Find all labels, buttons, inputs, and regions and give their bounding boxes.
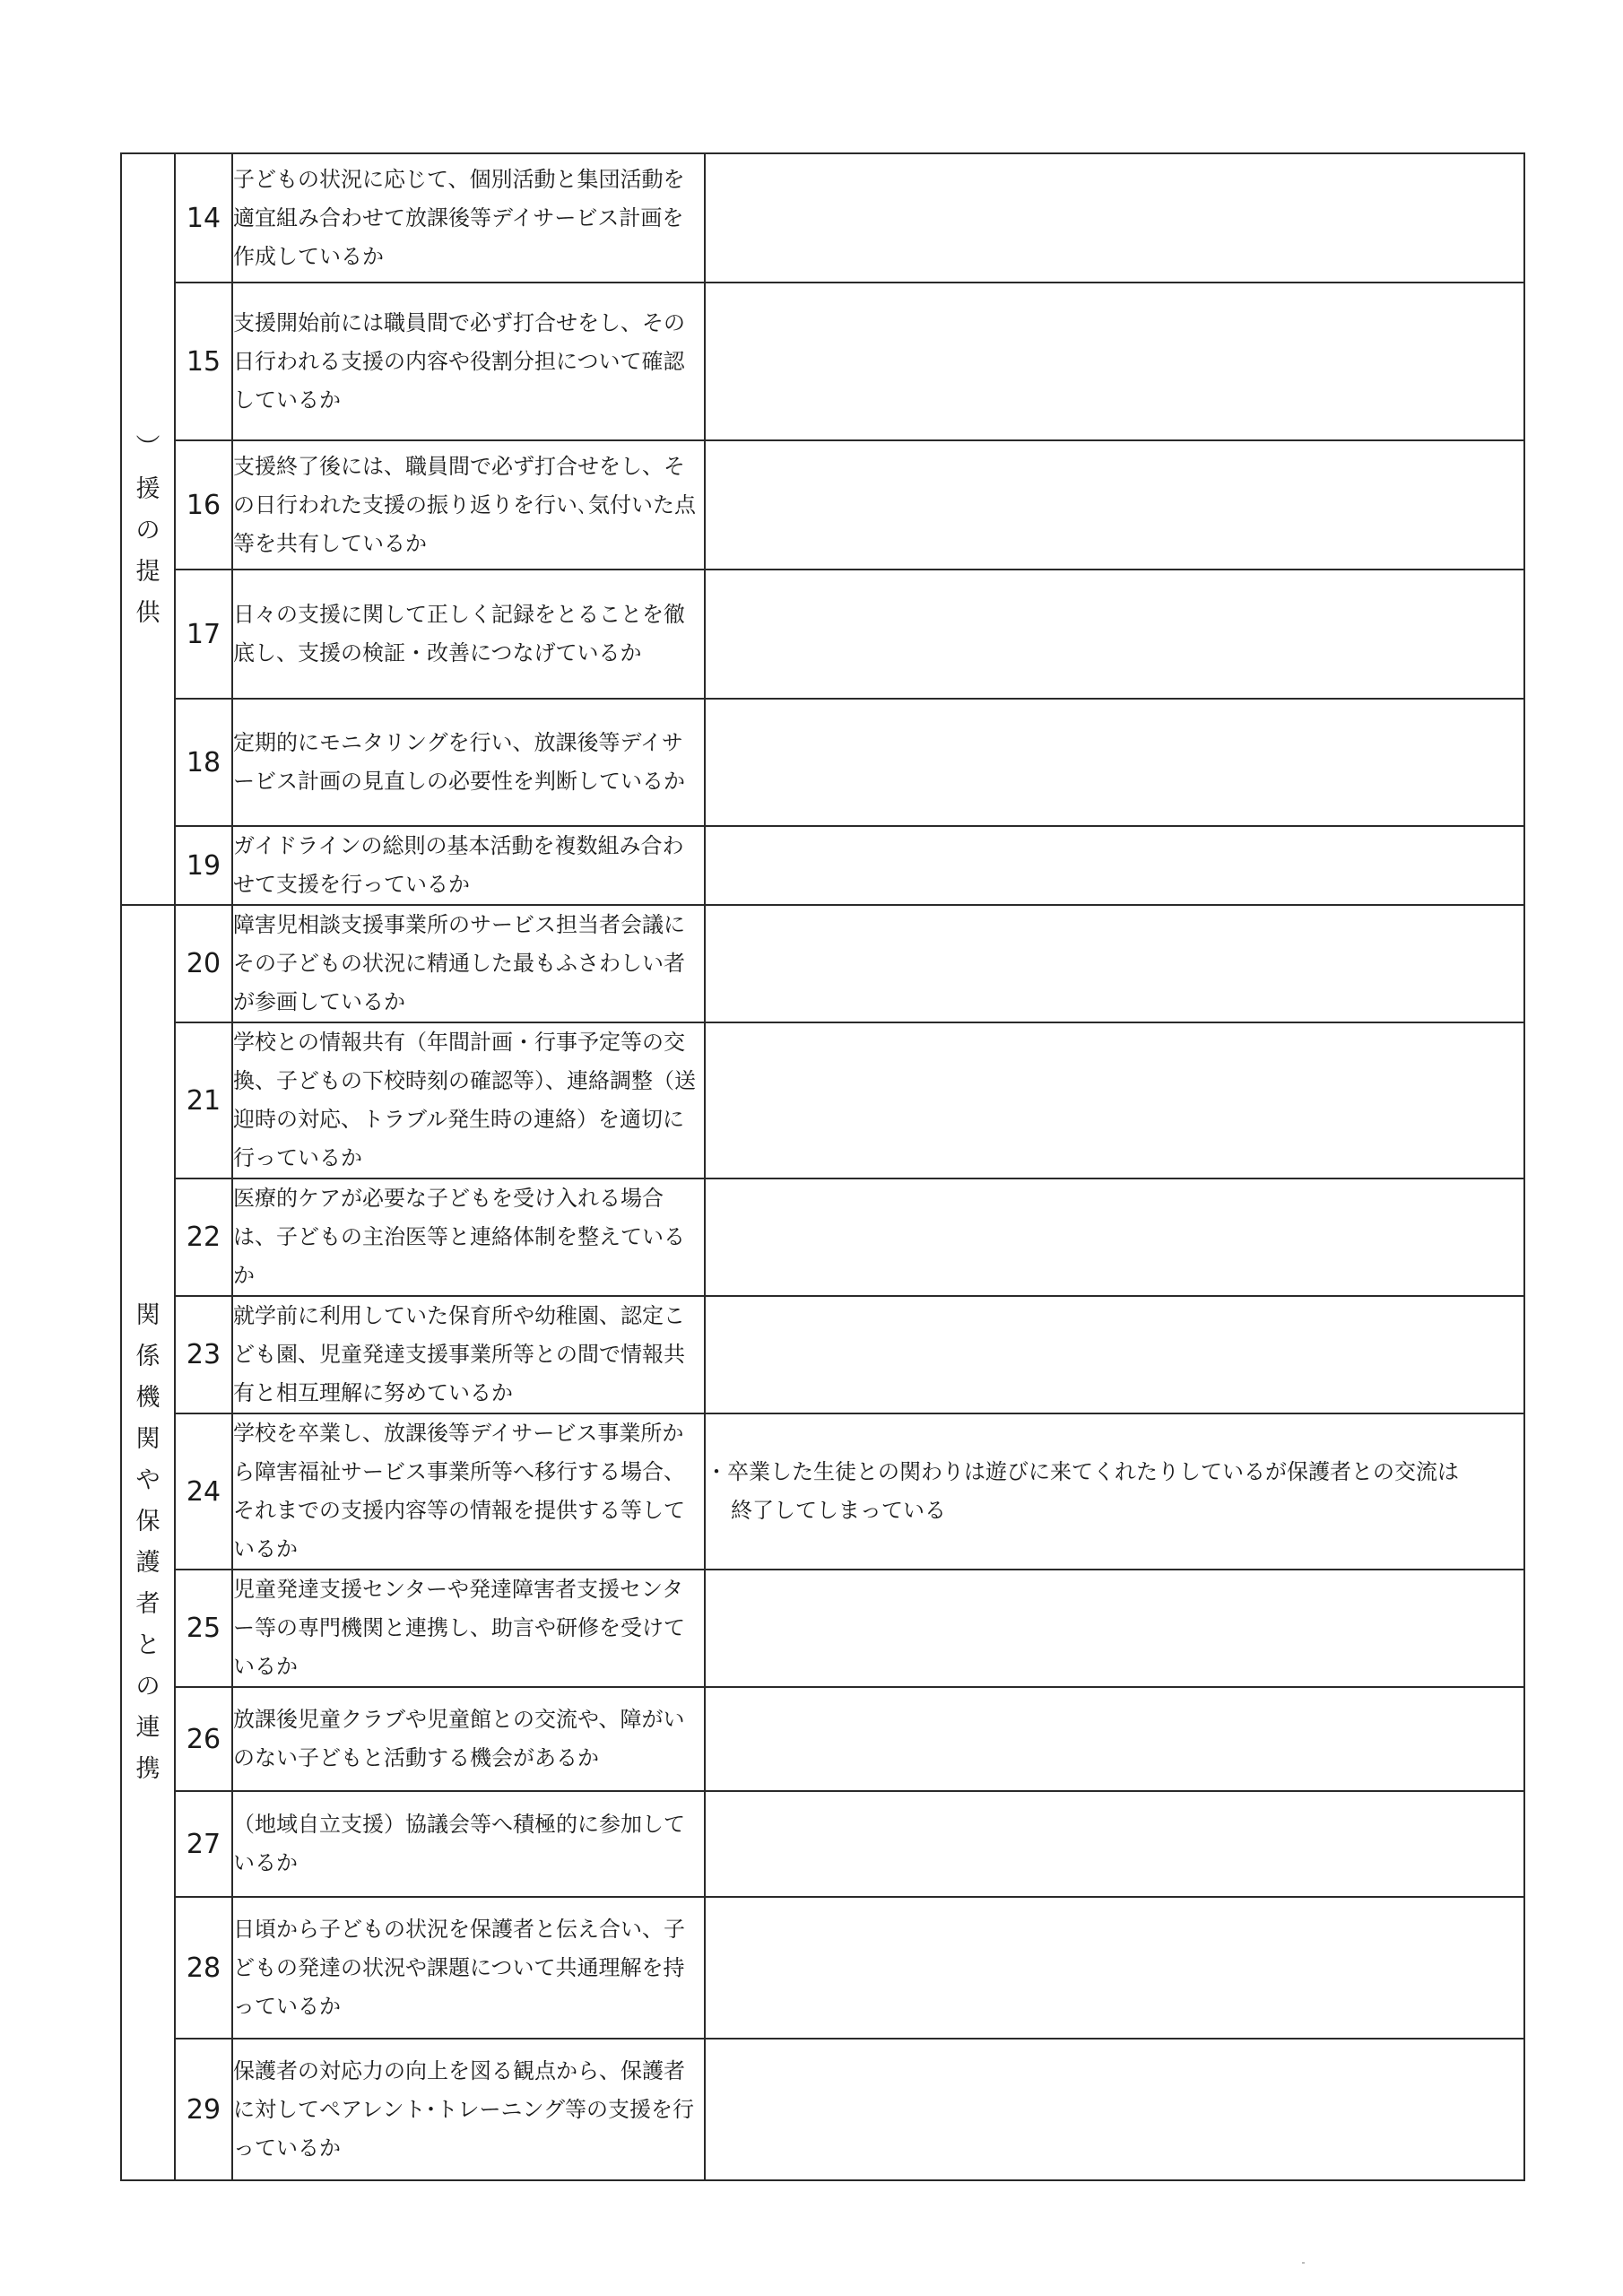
item-number: 23 xyxy=(175,1296,232,1413)
evaluation-item-text: 放課後児童クラブや児童館との交流や、障がいのない子どもと活動する機会があるか xyxy=(232,1687,705,1791)
category-char: 護 xyxy=(135,1549,161,1577)
evaluation-item-text: 定期的にモニタリングを行い、放課後等デイサービス計画の見直しの必要性を判断しているか xyxy=(232,699,705,826)
table-row xyxy=(121,570,1524,699)
table-row xyxy=(121,699,1524,826)
comment-cell xyxy=(705,1897,1524,2039)
item-number: 15 xyxy=(175,283,232,440)
category-char: 関 xyxy=(135,1301,161,1329)
comment-cell xyxy=(705,699,1524,826)
comment-line: ・卒業した生徒との関わりは遊びに来てくれたりしているが保護者との交流は xyxy=(706,1459,1459,1484)
evaluation-item-text: 就学前に利用していた保育所や幼稚園、認定こども園、児童発達支援事業所等との間で情報共有と相互理解に努めているか xyxy=(232,1296,705,1413)
evaluation-item-text: （地域自立支援）協議会等へ積極的に参加しているか xyxy=(232,1791,705,1897)
evaluation-item-text: 障害児相談支援事業所のサービス担当者会議にその子どもの状況に精通した最もふさわしい者が参画しているか xyxy=(232,905,705,1022)
category-cell xyxy=(121,905,175,2180)
item-number: 24 xyxy=(175,1413,232,1570)
category-label xyxy=(122,428,174,634)
item-number: 21 xyxy=(175,1022,232,1178)
comment-cell xyxy=(705,570,1524,699)
item-number: 18 xyxy=(175,699,232,826)
evaluation-item-text: 日々の支援に関して正しく記録をとることを徹底し、支援の検証・改善につなげているか xyxy=(232,570,705,699)
category-char: の xyxy=(135,517,161,544)
comment-cell xyxy=(705,1413,1524,1570)
comment-line: 終了してしまっている xyxy=(731,1498,946,1523)
category-label xyxy=(122,1295,174,1790)
evaluation-item-text: 保護者の対応力の向上を図る観点から、保護者に対してペアレント･トレーニング等の支援を行っているか xyxy=(232,2039,705,2180)
scan-speck xyxy=(1302,2262,1305,2264)
evaluation-item-text: ガイドラインの総則の基本活動を複数組み合わせて支援を行っているか xyxy=(232,826,705,905)
table-row xyxy=(121,153,1524,283)
table-row xyxy=(121,1791,1524,1897)
table-row xyxy=(121,1897,1524,2039)
item-number: 26 xyxy=(175,1687,232,1791)
item-number: 22 xyxy=(175,1178,232,1296)
category-char: や xyxy=(135,1466,161,1494)
comment-cell xyxy=(705,440,1524,570)
comment-cell xyxy=(705,905,1524,1022)
table-row xyxy=(121,826,1524,905)
comment-cell xyxy=(705,153,1524,283)
category-char: 機 xyxy=(135,1384,161,1412)
item-number: 28 xyxy=(175,1897,232,2039)
comment-cell xyxy=(705,2039,1524,2180)
item-number: 16 xyxy=(175,440,232,570)
category-char: 保 xyxy=(135,1508,161,1535)
item-number: 27 xyxy=(175,1791,232,1897)
evaluation-item-text: 支援開始前には職員間で必ず打合せをし、その日行われる支援の内容や役割分担について確認しているか xyxy=(232,283,705,440)
item-number: 29 xyxy=(175,2039,232,2180)
evaluation-item-text: 子どもの状況に応じて、個別活動と集団活動を適宜組み合わせて放課後等デイサービス計画を作成しているか xyxy=(232,153,705,283)
evaluation-item-text: 支援終了後には、職員間で必ず打合せをし、その日行われた支援の振り返りを行い､気付いた点等を共有しているか xyxy=(232,440,705,570)
self-evaluation-table xyxy=(120,152,1525,2181)
category-char: 提 xyxy=(135,558,161,586)
item-number: 17 xyxy=(175,570,232,699)
evaluation-item-text: 学校を卒業し、放課後等デイサービス事業所から障害福祉サービス事業所等へ移行する場合、それまでの支援内容等の情報を提供する等しているか xyxy=(232,1413,705,1570)
category-char: 供 xyxy=(135,599,161,627)
category-char: 携 xyxy=(135,1755,161,1783)
comment-cell xyxy=(705,1178,1524,1296)
table-row xyxy=(121,1413,1524,1570)
comment-cell xyxy=(705,283,1524,440)
evaluation-item-text: 医療的ケアが必要な子どもを受け入れる場合は、子どもの主治医等と連絡体制を整えているか xyxy=(232,1178,705,1296)
table-row xyxy=(121,2039,1524,2180)
comment-cell xyxy=(705,1791,1524,1897)
table-row xyxy=(121,1687,1524,1791)
table-row xyxy=(121,440,1524,570)
table-row xyxy=(121,1570,1524,1687)
comment-cell xyxy=(705,1687,1524,1791)
category-char: 連 xyxy=(135,1714,161,1742)
evaluation-item-text: 児童発達支援センターや発達障害者支援センター等の専門機関と連携し、助言や研修を受けているか xyxy=(232,1570,705,1687)
item-number: 20 xyxy=(175,905,232,1022)
table-row xyxy=(121,1022,1524,1178)
category-char: 者 xyxy=(135,1590,161,1618)
evaluation-item-text: 学校との情報共有（年間計画・行事予定等の交換、子どもの下校時刻の確認等）、連絡調整（送迎時の対応、トラブル発生時の連絡）を適切に行っているか xyxy=(232,1022,705,1178)
category-char: 関 xyxy=(135,1425,161,1453)
table-body xyxy=(121,153,1524,2180)
comment-cell xyxy=(705,1022,1524,1178)
table-row xyxy=(121,1178,1524,1296)
evaluation-item-text: 日頃から子どもの状況を保護者と伝え合い、子どもの発達の状況や課題について共通理解を持っているか xyxy=(232,1897,705,2039)
comment-cell xyxy=(705,1570,1524,1687)
comment-cell xyxy=(705,1296,1524,1413)
table-row xyxy=(121,283,1524,440)
item-number: 14 xyxy=(175,153,232,283)
category-char: 係 xyxy=(135,1343,161,1370)
comment-cell xyxy=(705,826,1524,905)
table-row xyxy=(121,1296,1524,1413)
category-char: 援 xyxy=(135,475,161,503)
category-char: ︶ xyxy=(135,434,161,462)
item-number: 19 xyxy=(175,826,232,905)
category-cell xyxy=(121,153,175,905)
category-char: と xyxy=(135,1631,161,1659)
category-char: の xyxy=(135,1673,161,1700)
table-row xyxy=(121,905,1524,1022)
item-number: 25 xyxy=(175,1570,232,1687)
